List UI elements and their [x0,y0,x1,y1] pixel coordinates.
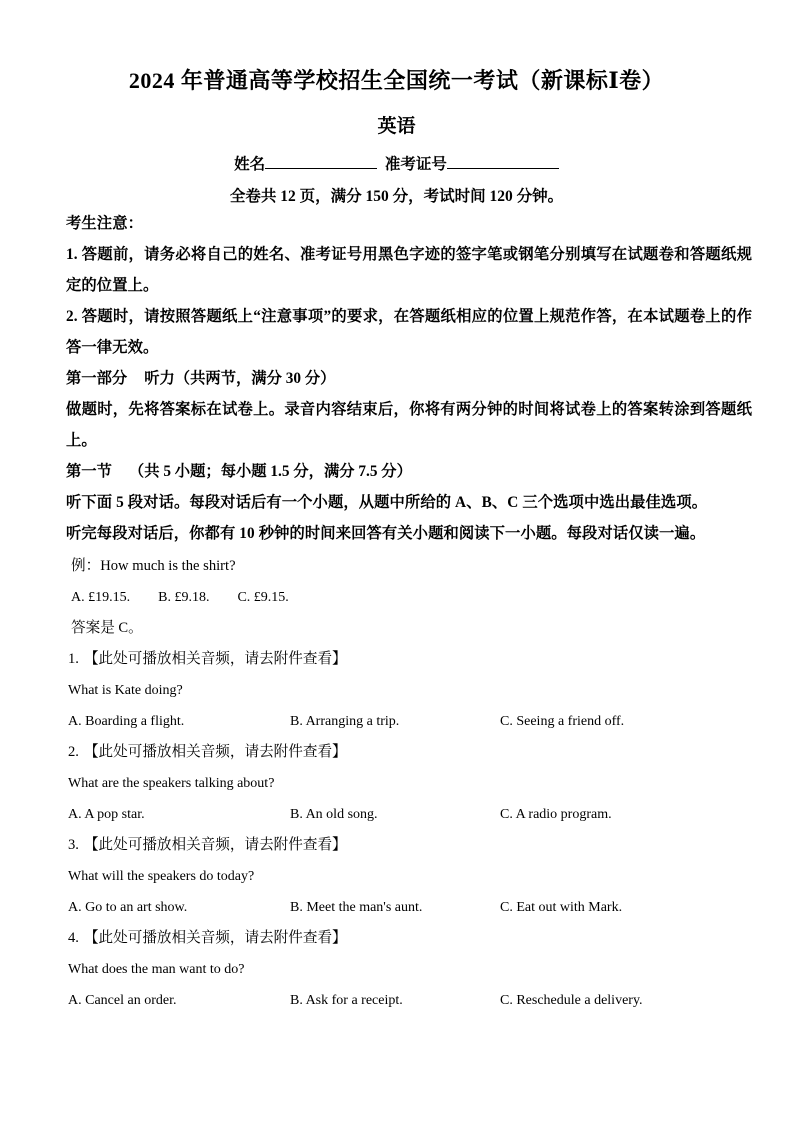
question-4-audio-line [68,923,752,954]
admission-number-blank-field[interactable] [447,154,559,169]
audio-attachment-icon[interactable]: 【此处可播放相关音频，请去附件查看】 [83,837,347,853]
example-options [71,582,752,613]
question-3-option-a[interactable]: A. Go to an art show. [68,900,188,915]
question-1-option-b[interactable]: B. Arranging a trip. [290,714,400,729]
question-3-option-c[interactable]: C. Eat out with Mark. [500,900,623,915]
part-one-title: 第一部分 [66,370,128,387]
question-4-stem: What does the man want to do? [68,962,245,977]
notice-heading: 考生注意： [66,215,143,232]
question-2-audio-line [68,737,752,768]
question-item [68,923,752,1016]
section-one-score: （共 5 小题；每小题 1.5 分，满分 7.5 分） [128,463,412,480]
page-title: 2024 年普通高等学校招生全国统一考试（新课标Ⅰ卷） [128,68,665,93]
audio-attachment-icon[interactable]: 【此处可播放相关音频，请去附件查看】 [83,930,347,946]
example-option-b[interactable]: B. £9.18. [158,590,210,605]
question-2-options [68,799,752,830]
question-1-option-a[interactable]: A. Boarding a flight. [68,714,185,729]
example-option-c[interactable]: C. £9.15. [237,590,289,605]
subject-title: 英语 [377,116,416,137]
question-2-option-a[interactable]: A. A pop star. [68,807,145,822]
example-option-a[interactable]: A. £19.15. [71,590,131,605]
section-one-title: 第一节 [66,463,112,480]
name-label: 姓名 [234,156,266,173]
section-one-heading [66,456,752,487]
question-item [68,830,752,923]
question-2-option-b[interactable]: B. An old song. [290,807,378,822]
question-3-audio-line [68,830,752,861]
candidate-identity-line [0,140,793,177]
example-prompt: 例：How much is the shirt? [71,558,236,574]
question-4-option-b[interactable]: B. Ask for a receipt. [290,993,403,1008]
question-2-option-c[interactable]: C. A radio program. [500,807,612,822]
question-item [68,644,752,737]
question-3-number: 3. [68,837,79,853]
exam-meta-line: 全卷共 12 页，满分 150 分，考试时间 120 分钟。 [229,188,564,205]
question-1-number: 1. [68,651,79,667]
name-blank-field[interactable] [265,154,377,169]
part-one-name: 听力（共两节，满分 30 分） [144,370,336,387]
question-4-option-a[interactable]: A. Cancel an order. [68,993,177,1008]
example-answer: 答案是 C。 [71,620,143,636]
question-1-audio-line [68,644,752,675]
question-2-number: 2. [68,744,79,760]
question-1-options [68,706,752,737]
audio-attachment-icon[interactable]: 【此处可播放相关音频，请去附件查看】 [83,651,347,667]
question-4-number: 4. [68,930,79,946]
example-block [68,551,752,644]
question-2-stem: What are the speakers talking about? [68,776,275,791]
admission-number-label: 准考证号 [384,156,447,173]
question-3-option-b[interactable]: B. Meet the man's aunt. [290,900,423,915]
audio-attachment-icon[interactable]: 【此处可播放相关音频，请去附件查看】 [83,744,347,760]
question-1-option-c[interactable]: C. Seeing a friend off. [500,714,625,729]
section-one-directions-line-1: 听下面 5 段对话。每段对话后有一个小题，从题中所给的 A、B、C 三个选项中选出最佳选项。 [66,494,708,511]
part-one-instruction: 做题时，先将答案标在试卷上。录音内容结束后，你将有两分钟的时间将试卷上的答案转涂到答题纸上。 [66,401,752,449]
question-1-stem: What is Kate doing? [68,683,183,698]
notice-item-2: 2. 答题时，请按照答题纸上“注意事项”的要求，在答题纸相应的位置上规范作答，在本试题卷上的作答一律无效。 [66,308,752,356]
questions-area [66,551,752,1016]
question-item [68,737,752,830]
question-4-option-c[interactable]: C. Reschedule a delivery. [500,993,643,1008]
section-one-directions-line-2: 听完每段对话后，你都有 10 秒钟的时间来回答有关小题和阅读下一小题。每段对话仅读一遍。 [66,525,706,542]
notice-item-1: 1. 答题前，请务必将自己的姓名、准考证号用黑色字迹的签字笔或钢笔分别填写在试题卷和答题纸规定的位置上。 [66,246,752,294]
question-3-stem: What will the speakers do today? [68,869,255,884]
question-4-options [68,985,752,1016]
part-one-heading [66,363,752,394]
question-3-options [68,892,752,923]
exam-body [66,208,752,1016]
